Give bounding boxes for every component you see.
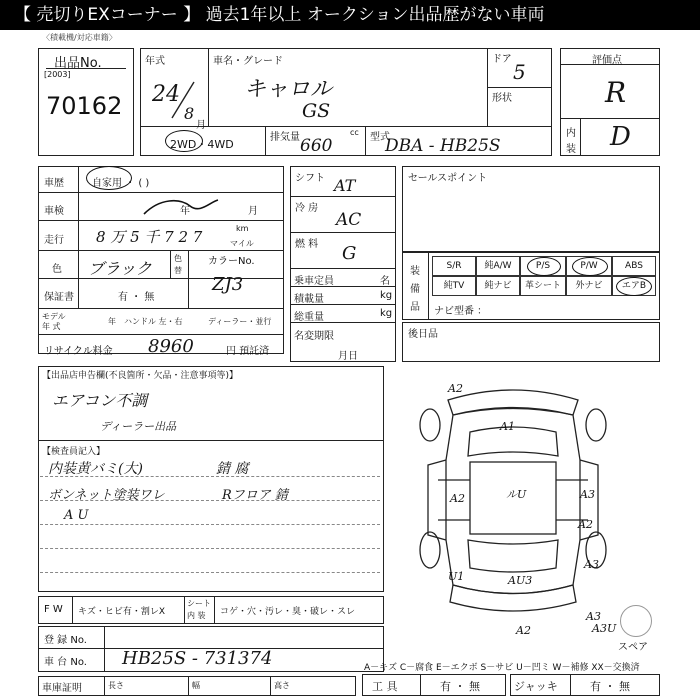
doors-value: 5 bbox=[513, 60, 526, 84]
model-label: 車名・グレード bbox=[213, 56, 283, 67]
damage-marks bbox=[447, 382, 617, 637]
equip-ext-navi: 外ナビ bbox=[566, 276, 612, 296]
seat-label-1: シート bbox=[187, 599, 211, 608]
capacity-unit: 名 bbox=[380, 276, 390, 287]
score-label: 評価点 bbox=[592, 55, 622, 66]
equip-leather: 革シート bbox=[520, 276, 566, 296]
inspection-month-unit: 月 bbox=[248, 206, 258, 217]
load-label: 積載量 bbox=[294, 294, 324, 305]
mark-a3u: A3U bbox=[592, 622, 617, 635]
warranty-options: 有 ・ 無 bbox=[118, 292, 155, 303]
mark-a2-right: A2 bbox=[578, 518, 593, 531]
year-value: 24 bbox=[152, 82, 180, 107]
airbag-circle bbox=[616, 277, 652, 296]
mark-a2-top: A2 bbox=[448, 382, 463, 395]
chassis-label: 車 台 No. bbox=[44, 657, 87, 668]
jack-options: 有 ・ 無 bbox=[590, 680, 630, 693]
tools-label: 工 具 bbox=[372, 680, 398, 693]
handle-label: ハンドル 左・右 bbox=[124, 317, 183, 326]
equip-sr: S/R bbox=[432, 256, 476, 276]
equip-tv: 純TV bbox=[432, 276, 476, 296]
lot-small: [2003] bbox=[44, 70, 71, 79]
remarks-line2: ディーラー出品 bbox=[100, 420, 177, 433]
equip-ps: P/S bbox=[520, 256, 566, 276]
spare-circle bbox=[620, 605, 652, 637]
gross-unit: kg bbox=[380, 308, 393, 319]
color-change-2: 替 bbox=[174, 266, 182, 275]
mark-ru: ルU bbox=[506, 488, 527, 501]
seat-items: コゲ・穴・汚レ・臭・破レ・スレ bbox=[220, 607, 356, 617]
load-unit: kg bbox=[380, 290, 393, 301]
navi-label: ナビ型番 ： bbox=[434, 306, 488, 317]
inspection-label: 車検 bbox=[44, 206, 64, 217]
drive: 2WD・4WD bbox=[170, 138, 234, 151]
year-label: 年式 bbox=[145, 56, 165, 67]
mark-au3: AU3 bbox=[508, 574, 533, 587]
interior-label-1: 内 bbox=[566, 128, 576, 139]
mileage-km: km bbox=[236, 224, 249, 233]
aircon-value: AC bbox=[336, 210, 362, 230]
doors-label: ドア bbox=[492, 54, 512, 65]
header-notice: 〈積載機/対応車籍〉 bbox=[42, 33, 117, 42]
notes-label: 後日品 bbox=[408, 329, 438, 340]
displacement-unit: cc bbox=[350, 128, 359, 137]
inspection-scribble bbox=[140, 194, 220, 218]
mileage-mile: マイル bbox=[230, 239, 254, 248]
cert-label: 車庫証明 bbox=[42, 683, 82, 694]
fuel-value: G bbox=[342, 243, 357, 264]
lot-label: 出品No. bbox=[54, 56, 102, 71]
score-value: R bbox=[605, 76, 627, 109]
equip-navi: 純ナビ bbox=[476, 276, 520, 296]
gross-label: 総重量 bbox=[294, 312, 324, 323]
banner: 【 売切りEXコーナー 】 過去1年以上 オークション出品歴がない車両 bbox=[0, 0, 700, 30]
ins-line3: ボンネット塗装ワレ bbox=[48, 488, 165, 503]
mark-u1: U1 bbox=[448, 570, 465, 583]
ins-line5: A U bbox=[64, 508, 89, 523]
mark-a3-right: A3 bbox=[580, 488, 595, 501]
regchange-label: 名変期限 bbox=[294, 331, 334, 342]
model-year-2: 年 式 bbox=[42, 322, 61, 331]
drive-circle bbox=[165, 130, 203, 152]
mark-a3-rear-right: A3 bbox=[584, 558, 599, 571]
recycle-unit: 円 預託済 bbox=[226, 346, 270, 357]
recycle-value: 8960 bbox=[148, 336, 194, 357]
mark-a3-bottom: A3 bbox=[586, 610, 601, 623]
aircon-label: 冷 房 bbox=[295, 203, 319, 214]
mark-a1: A1 bbox=[500, 420, 515, 433]
car-diagram bbox=[408, 370, 618, 650]
dealer-label: ディーラー・並行 bbox=[208, 317, 272, 326]
type-value: DBA - HB25S bbox=[385, 136, 501, 156]
color-no-label: カラーNo. bbox=[208, 256, 255, 267]
spare-label: スペア bbox=[618, 642, 648, 653]
grade: GS bbox=[302, 100, 331, 122]
displacement-label: 排気量 bbox=[270, 132, 300, 143]
size-height: 高さ bbox=[274, 681, 290, 690]
displacement-value: 660 bbox=[300, 136, 333, 156]
model-year-unit: 年 bbox=[108, 317, 116, 326]
equip-label-0: 装 bbox=[410, 266, 420, 277]
lot-number: 70162 bbox=[46, 92, 123, 120]
chassis-value: HB25S - 731374 bbox=[122, 648, 273, 669]
mileage-value: 8 万 5 千 7 2 7 bbox=[96, 228, 203, 246]
mark-a2-left: A2 bbox=[450, 492, 465, 505]
equip-label-1: 備 bbox=[410, 284, 420, 295]
shape-label: 形状 bbox=[492, 93, 512, 104]
regchange-unit: 月日 bbox=[338, 351, 358, 362]
model-year-1: モデル bbox=[42, 312, 66, 321]
remarks-title: 【出品店申告欄(不良箇所・欠品・注意事項等)】 bbox=[42, 371, 239, 381]
warranty-label: 保証書 bbox=[44, 292, 74, 303]
fw-items: キズ・ヒビ有・割レX bbox=[78, 607, 165, 617]
reg-label: 登 録 No. bbox=[44, 635, 87, 646]
mark-a2-bottom: A2 bbox=[516, 624, 531, 637]
ins-line2: 錆 腐 bbox=[216, 461, 249, 477]
history-options: 自家用 ・ ( ) bbox=[92, 178, 150, 189]
shift-value: AT bbox=[334, 176, 356, 195]
equip-abs: ABS bbox=[612, 256, 656, 276]
remarks-line1: エアコン不調 bbox=[52, 391, 148, 410]
ins-line1: 内装黄バミ(大) bbox=[48, 461, 143, 477]
recycle-label: リサイクル料金 bbox=[44, 346, 113, 357]
type-label: 型式 bbox=[370, 132, 390, 143]
month-value: 8 bbox=[184, 104, 195, 123]
month-unit: 月 bbox=[196, 120, 206, 131]
model-name: キャロル bbox=[244, 77, 333, 102]
color-no-value: ZJ3 bbox=[212, 274, 244, 295]
pw-circle bbox=[572, 257, 608, 276]
equip-pw: P/W bbox=[566, 256, 612, 276]
inspection-year-unit: 年 bbox=[180, 206, 190, 217]
slash-mark bbox=[168, 80, 198, 120]
size-length: 長さ bbox=[108, 681, 124, 690]
sales-point-label: セールスポイント bbox=[408, 173, 488, 184]
damage-legend: A－キズ C－腐食 E－エクボ S－サビ U－凹ミ W－補修 XX－交換済 bbox=[364, 663, 640, 673]
ps-circle bbox=[527, 257, 561, 276]
equip-label-2: 品 bbox=[410, 302, 420, 313]
inspector-title: 【検査員記入】 bbox=[42, 447, 106, 457]
color-label: 色 bbox=[52, 264, 62, 275]
ins-line4: Rフロア 錆 bbox=[222, 488, 288, 503]
color-change-1: 色 bbox=[174, 254, 182, 263]
color-value: ブラック bbox=[88, 259, 152, 278]
jack-label: ジャッキ bbox=[514, 680, 558, 693]
size-width: 幅 bbox=[192, 681, 200, 690]
seat-label-2: 内 装 bbox=[187, 611, 206, 620]
interior-value: D bbox=[610, 122, 631, 152]
equip-aw: 純A/W bbox=[476, 256, 520, 276]
capacity-label: 乗車定員 bbox=[294, 276, 334, 287]
history-label: 車歴 bbox=[44, 178, 64, 189]
equip-airbag: エアB bbox=[612, 276, 656, 296]
history-circle bbox=[86, 166, 132, 190]
mileage-label: 走行 bbox=[44, 235, 64, 246]
tools-options: 有 ・ 無 bbox=[440, 680, 480, 693]
notes-box bbox=[402, 322, 660, 362]
fw-label: F W bbox=[44, 604, 63, 615]
fuel-label: 燃 料 bbox=[295, 239, 319, 250]
interior-label-2: 装 bbox=[566, 144, 576, 155]
shift-label: シフト bbox=[295, 173, 325, 184]
